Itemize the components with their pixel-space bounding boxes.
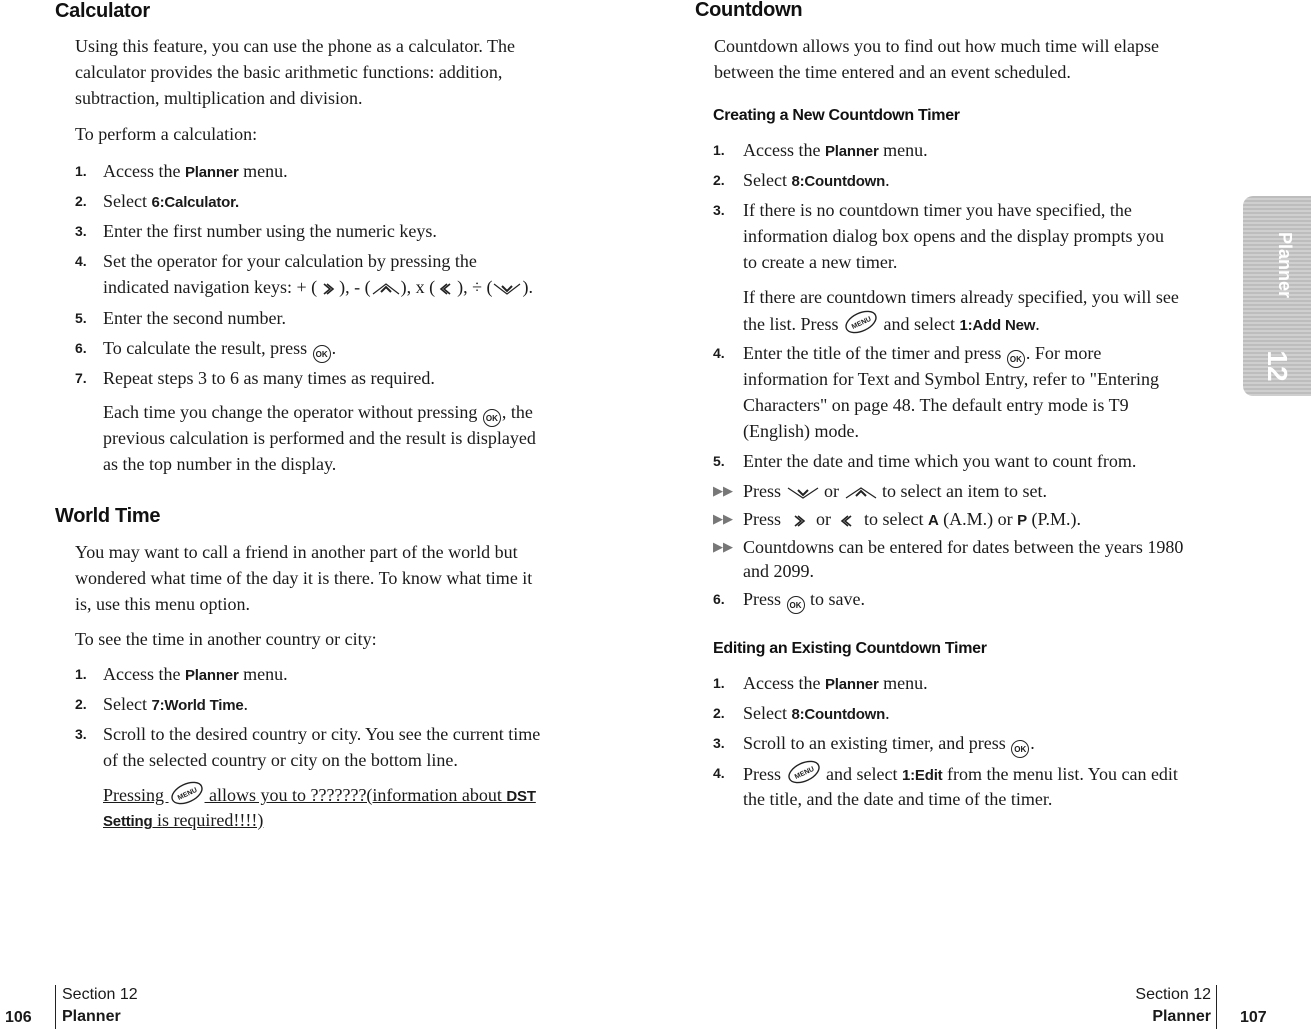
world-step-3-line2: of the selected country or city on the bottom line.	[103, 750, 458, 770]
calc-note-line3: as the top number in the display.	[103, 454, 337, 474]
step-number: 5.	[713, 453, 725, 469]
create-step-4-line1: Enter the title of the timer and press OK . For more	[743, 340, 1101, 368]
down-nav-icon	[492, 281, 522, 297]
step-number: 5.	[75, 310, 87, 326]
calc-note-line1: Each time you change the operator without pressing OK , the	[103, 399, 533, 427]
step-number: 2.	[75, 193, 87, 209]
page-number: 107	[1240, 1009, 1267, 1026]
create-step-4-line4: (English) mode.	[743, 421, 859, 441]
create-step-3-line1: If there is no countdown timer you have specified, the	[743, 200, 1132, 220]
ok-key-icon: OK	[483, 409, 501, 427]
step-number: 3.	[713, 202, 725, 218]
footer-divider	[55, 985, 56, 1029]
step-number: 7.	[75, 370, 87, 386]
world-intro-line1: You may want to call a friend in another part of the world but	[75, 542, 518, 562]
step-number: 3.	[75, 726, 87, 742]
footer-chapter: Planner	[1152, 1008, 1211, 1025]
countdown-intro-line2: between the time entered and an event scheduled.	[714, 62, 1071, 82]
left-nav-icon	[836, 513, 860, 529]
left-nav-icon	[435, 281, 457, 297]
calc-step-4-line1: Set the operator for your calculation by pressing the	[103, 251, 477, 271]
create-step-4-line3: Characters" on page 48. The default entry mode is T9	[743, 395, 1129, 415]
footer-section: Section 12	[62, 986, 138, 1003]
step-number: 1.	[75, 666, 87, 682]
menu-key-icon	[786, 760, 822, 784]
calc-step-2: Select 6:Calculator.	[103, 191, 239, 211]
world-step-3-line1: Scroll to the desired country or city. You see the current time	[103, 724, 541, 744]
world-lead: To see the time in another country or city:	[75, 629, 377, 649]
footer-label	[62, 984, 138, 1028]
step-number: 1.	[713, 142, 725, 158]
bullet-arrow-icon: ▶▶	[713, 539, 733, 554]
edit-step-1: Access the Planner menu.	[743, 673, 928, 693]
world-step-2: Select 7:World Time.	[103, 694, 249, 714]
menu-key-icon	[843, 310, 879, 334]
step-number: 1.	[713, 675, 725, 691]
create-step-6: Press OK to save.	[743, 586, 865, 614]
bullet-arrow-icon: ▶▶	[713, 511, 733, 526]
calc-intro-line1: Using this feature, you can use the phone as a calculator. The	[75, 36, 516, 56]
step-number: 4.	[713, 345, 725, 361]
world-intro-line2: wondered what time of the day it is there. To know what time it	[75, 568, 533, 588]
calc-step-7: Repeat steps 3 to 6 as many times as required.	[103, 368, 435, 388]
world-note-line2: Setting is required!!!!)	[103, 810, 264, 830]
section-tab-number: 12	[1262, 350, 1293, 382]
create-timer-heading: Creating a New Countdown Timer	[713, 107, 960, 124]
step-number: 6.	[713, 591, 725, 607]
edit-step-4-line2: the title, and the date and time of the timer.	[743, 789, 1053, 809]
step-number: 3.	[75, 223, 87, 239]
right-nav-icon	[786, 513, 812, 529]
ok-key-icon: OK	[313, 345, 331, 363]
page-number: 106	[5, 1009, 32, 1026]
step-number: 4.	[713, 765, 725, 781]
bullet-arrow-icon: ▶▶	[713, 483, 733, 498]
calc-note-line2: previous calculation is performed and the result is displayed	[103, 428, 536, 448]
world-note-line1: Pressing MENU allows you to ???????(information about DST	[103, 781, 536, 810]
create-bullet-3-line1: Countdowns can be entered for dates between the years 1980	[743, 537, 1184, 557]
edit-timer-heading: Editing an Existing Countdown Timer	[713, 640, 987, 657]
calc-step-5: Enter the second number.	[103, 308, 286, 328]
footer-divider	[1216, 985, 1217, 1029]
step-number: 2.	[713, 705, 725, 721]
step-number: 4.	[75, 253, 87, 269]
footer-section: Section 12	[1135, 986, 1211, 1003]
calc-step-3: Enter the first number using the numeric keys.	[103, 221, 437, 241]
down-nav-icon	[786, 485, 820, 501]
svg-text:MENU: MENU	[176, 786, 198, 802]
step-number: 1.	[75, 163, 87, 179]
section-tab-label: Planner	[1275, 231, 1295, 299]
create-step-4-line2: information for Text and Symbol Entry, refer to "Entering	[743, 369, 1159, 389]
calc-intro-line2: calculator provides the basic arithmetic functions: addition,	[75, 62, 503, 82]
calc-lead: To perform a calculation:	[75, 124, 258, 144]
create-bullet-2: Press or to select A (A.M.) or P (P.M.).	[743, 509, 1081, 529]
world-time-heading: World Time	[55, 505, 161, 527]
menu-key-icon	[169, 781, 205, 805]
create-bullet-1: Press or to select an item to set.	[743, 481, 1047, 501]
edit-step-3: Scroll to an existing timer, and press OK .	[743, 730, 1035, 758]
step-number: 2.	[75, 696, 87, 712]
edit-step-2: Select 8:Countdown.	[743, 703, 890, 723]
create-bullet-3-line2: and 2099.	[743, 561, 814, 581]
edit-step-4-line1: Press MENU and select 1:Edit from the menu list. You can edit	[743, 760, 1178, 789]
create-step-5: Enter the date and time which you want to count from.	[743, 451, 1137, 471]
ok-key-icon: OK	[787, 596, 805, 614]
right-nav-icon	[317, 281, 339, 297]
footer-chapter: Planner	[62, 1008, 121, 1025]
calc-step-4-line2: indicated navigation keys: + ( ), - ( ), x ( ), ÷ ( ).	[103, 277, 533, 297]
footer-label	[1128, 984, 1211, 1028]
countdown-heading: Countdown	[695, 0, 803, 21]
ok-key-icon: OK	[1007, 350, 1025, 368]
create-step-2: Select 8:Countdown.	[743, 170, 890, 190]
calc-intro-line3: subtraction, multiplication and division.	[75, 88, 363, 108]
step-number: 2.	[713, 172, 725, 188]
up-nav-icon	[371, 281, 401, 297]
calc-step-1: Access the Planner menu.	[103, 161, 288, 181]
svg-text:MENU: MENU	[850, 315, 873, 331]
up-nav-icon	[844, 485, 878, 501]
svg-text:MENU: MENU	[793, 765, 815, 781]
world-step-1: Access the Planner menu.	[103, 664, 288, 684]
countdown-intro-line1: Countdown allows you to find out how much time will elapse	[714, 36, 1159, 56]
step-number: 6.	[75, 340, 87, 356]
world-intro-line3: is, use this menu option.	[75, 594, 250, 614]
create-step-3-line2: information dialog box opens and the display prompts you	[743, 226, 1164, 246]
left-page	[0, 0, 640, 1029]
create-note-line1: If there are countdown timers already specified, you will see	[743, 287, 1179, 307]
create-step-1: Access the Planner menu.	[743, 140, 928, 160]
calc-step-6: To calculate the result, press OK .	[103, 335, 336, 363]
create-step-3-line3: to create a new timer.	[743, 252, 898, 272]
step-number: 3.	[713, 735, 725, 751]
calculator-heading: Calculator	[55, 0, 150, 22]
create-note-line2: the list. Press MENU and select 1:Add New.	[743, 310, 1040, 339]
ok-key-icon: OK	[1011, 740, 1029, 758]
